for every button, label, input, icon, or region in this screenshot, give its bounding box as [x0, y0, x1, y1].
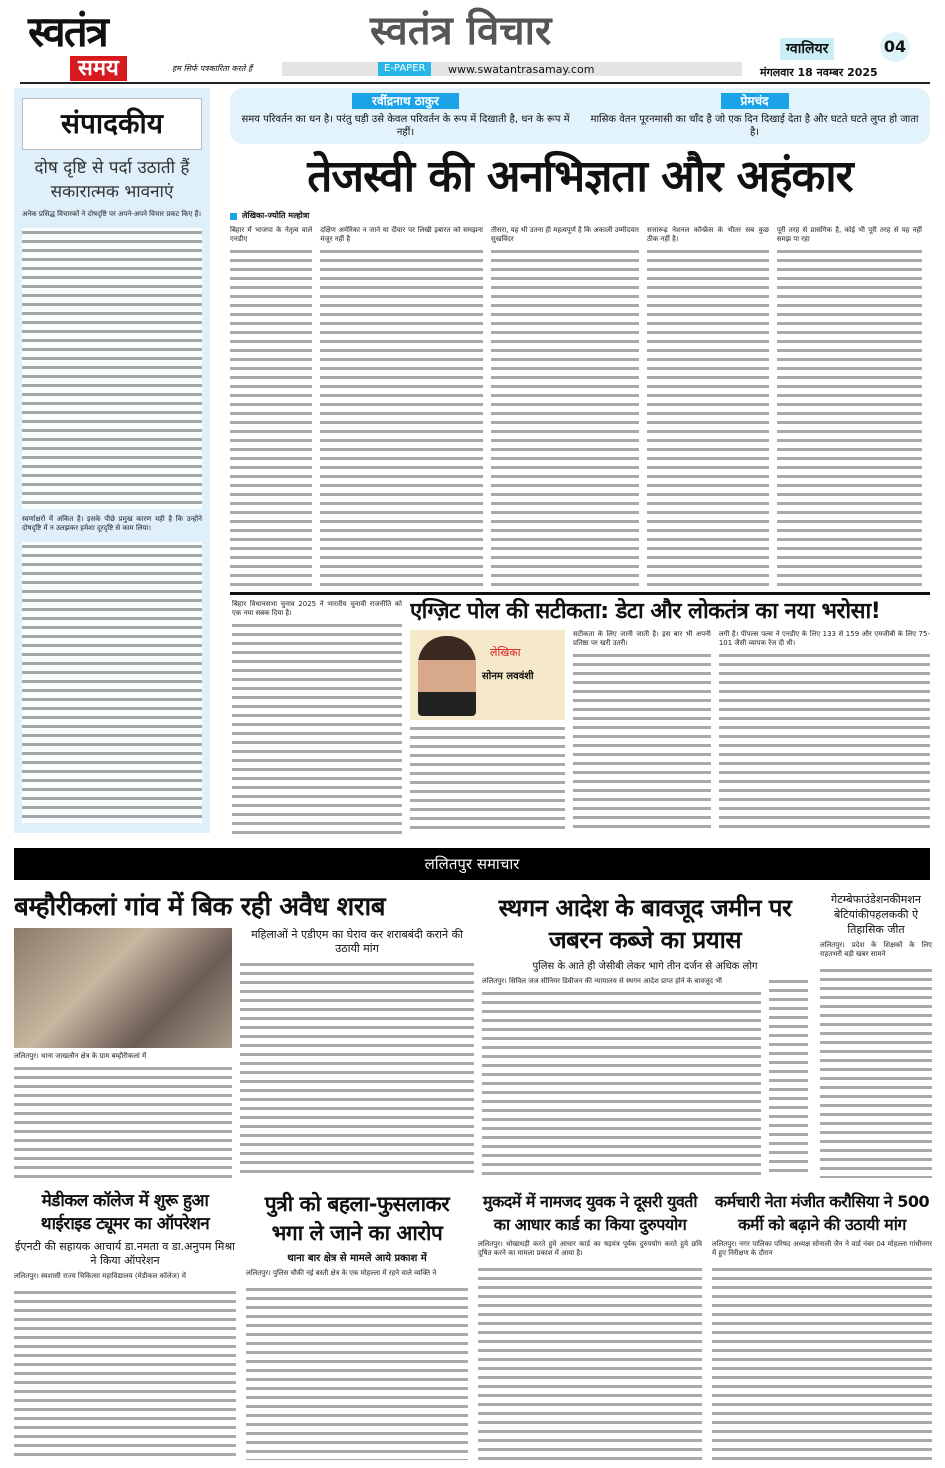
exit-columns [410, 630, 930, 834]
issue-date: मंगलवार 18 नवम्बर 2025 [760, 66, 878, 79]
epaper-badge[interactable]: E-PAPER [378, 62, 431, 76]
quote-1 [238, 93, 573, 139]
exit-col-3-body [573, 651, 711, 834]
main-col-1-start: बिहार में भाजपा के नेतृत्व वाले एनडीए [230, 226, 313, 243]
logo-top: स्वतंत्र [28, 7, 107, 56]
exit-poll-article [410, 598, 930, 834]
main-col-2 [320, 226, 483, 588]
story-6-body [478, 1265, 702, 1460]
main-col-3-body [491, 247, 639, 588]
story-7-lead: ललितपुर। नगर पालिका परिषद अध्यक्ष सोनाली जैन ने वार्ड नंबर 04 मोहल्ला गांधीनगर में हुए निरीक्षण के दौरान [712, 1240, 932, 1257]
page-number: 04 [880, 32, 910, 62]
main-col-4 [647, 226, 769, 588]
quote-text-2: मासिक वेतन पूरनमासी का चाँद है जो एक दिन दिखाई देता है और घटते घटते लुप्त हो जाता है। [590, 114, 919, 138]
story-1-body [14, 1064, 232, 1178]
story-2-lead: ललितपुर। सिविल जज सीनियर डिवीजन की न्यायालय से स्थगन आदेश प्राप्त होने के बावजूद भी [482, 977, 722, 985]
story-5-headline: पुत्री को बहला-फुसलाकर भगा ले जाने का आरोप [264, 1192, 450, 1245]
main-col-1 [230, 226, 312, 588]
quote-2 [587, 93, 922, 139]
editorial-body-2 [22, 542, 202, 823]
exit-col-1 [232, 600, 402, 834]
story-2-body-1 [482, 989, 761, 1178]
story-1-subhead: महिलाओं ने एडीएम का घेराव कर शराबबंदी कराने की उठायी मांग [251, 928, 463, 955]
story-6 [478, 1190, 702, 1460]
author-name: सोनम लववंशी [482, 671, 534, 682]
story-4-headline: मेडीकल कॉलेज में शुरू हुआ थाईराइड ट्यूमर का ऑपरेशन [40, 1191, 210, 1234]
story-4-body [14, 1288, 236, 1460]
story-1-content [14, 928, 474, 1178]
exit-col-2-body [410, 724, 565, 834]
editorial-body [22, 228, 202, 509]
main-byline-row [230, 210, 930, 222]
exit-col-1-start: बिहार विधानसभा चुनाव 2025 ने भारतीय चुनावी राजनीति को एक नया सबक दिया है। [232, 600, 402, 617]
story-2-subhead: पुलिस के आते ही जेसीबी लेकर भागे तीन दर्जन से अधिक लोग [532, 961, 758, 972]
story-4-subhead: ईएनटी की सहायक आचार्य डा.नमता व डा.अनुपम मिश्रा ने किया ऑपरेशन [15, 1240, 235, 1267]
story-2-headline: स्थगन आदेश के बावजूद जमीन पर जबरन कब्जे का प्रयास [498, 894, 792, 954]
byline-bullet [230, 213, 237, 220]
story-3-headline: गेटम्बेफाउंडेशनकीमशनबेटियांकीपहलककी ऐतिहासिक जीत [831, 893, 921, 936]
story-1-left [14, 928, 232, 1178]
exit-poll-headline: एग्ज़िट पोल की सटीकता: डेटा और लोकतंत्र का नया भरोसा! [410, 599, 881, 624]
story-2-col-1 [482, 977, 761, 1178]
story-1 [14, 890, 474, 1178]
section-header: ललितपुर समाचार [14, 848, 930, 880]
editorial-headline: दोष दृष्टि से पर्दा उठाती हैं सकारात्मक भावनाएं [34, 158, 190, 202]
author-label: लेखिका [490, 646, 521, 659]
paper-section-title: स्वतंत्र विचार [370, 8, 552, 54]
story-4-lead: ललितपुर। स्वशासी राज्य चिकित्सा महाविद्यालय (मेडीकल कॉलेज) में [14, 1272, 186, 1280]
main-col-5 [777, 226, 922, 588]
masthead-rule [20, 82, 930, 84]
main-byline: लेखिका-ज्योति मल्होत्रा [242, 211, 310, 220]
editorial-lead: अनेक प्रसिद्ध विचारकों ने दोषदृष्टि पर अपने-अपने विचार प्रकट किए हैं। [22, 210, 202, 218]
exit-col-3 [573, 630, 711, 834]
story-6-headline: मुकदमें में नामजद युवक ने दूसरी युवती का आधार कार्ड का किया दुरुपयोग [482, 1192, 698, 1234]
story-7-body [712, 1265, 932, 1460]
exit-col-4-body [719, 651, 930, 834]
main-col-3 [491, 226, 639, 588]
main-col-1-body [230, 247, 312, 588]
story-4 [14, 1190, 236, 1460]
editorial-label: संपादकीय [22, 98, 202, 150]
main-col-5-body [777, 247, 922, 588]
quote-author-2: प्रेमचंद [721, 93, 789, 109]
quote-text-1: समय परिवर्तन का धन है। परंतु घड़ी उसे केवल परिवर्तन के रूप में दिखाती है, धन के रूप में नहीं। [241, 114, 570, 138]
exit-col-2 [410, 630, 565, 834]
exit-col-4-start: लगी है। पीपल्स पल्स ने एनडीए के लिए 133 से 159 और एमजीबी के लिए 75-101 जैसी व्यापक रेंज दी थी। [718, 630, 930, 647]
story-1-lead: ललितपुर। थाना जाखलौन क्षेत्र के ग्राम बम्हौरीकलां में [14, 1052, 147, 1060]
logo-bottom: समय [70, 56, 127, 81]
main-col-4-body [647, 247, 769, 588]
main-col-4-start: सत्तारूढ़ नेशनल कॉन्फ्रेंस के भीतर सब कुछ ठीक नहीं है। [646, 226, 769, 243]
story-2-columns [482, 977, 808, 1178]
story-2 [482, 892, 808, 1178]
tagline: हम सिर्फ पत्रकारिता करते हैं [172, 64, 253, 73]
story-3 [820, 892, 932, 1178]
story-7 [712, 1190, 932, 1460]
story-5-body [246, 1285, 468, 1460]
story-1-body-right [240, 960, 474, 1178]
main-col-2-body [320, 247, 483, 588]
main-col-3-start: तीसरा, यह भी उतना ही महत्वपूर्ण है कि अकाली उम्मीदवार सुखविंदर [491, 226, 639, 243]
quotes-banner [230, 88, 930, 144]
editorial-column [14, 88, 210, 833]
main-columns [230, 226, 930, 588]
story-2-col-2 [769, 977, 808, 1178]
main-headline: तेजस्वी की अनभिज्ञता और अहंकार [307, 151, 853, 202]
exit-col-1-body [232, 621, 402, 834]
section-rule [230, 592, 930, 595]
story-1-headline: बम्हौरीकलां गांव में बिक रही अवैध शराब [14, 892, 386, 922]
author-photo [418, 636, 476, 716]
story-7-headline: कर्मचारी नेता मंजीत करौसिया ने 500 कर्मी को बढ़ाने की उठायी मांग [714, 1192, 930, 1234]
exit-col-4 [719, 630, 930, 834]
story-5-lead: ललितपुर। पुलिस चौकी नई बस्ती क्षेत्र के एक मोहल्ला में रहने वाले व्यक्ति ने [246, 1269, 437, 1277]
story-2-body-2 [769, 977, 808, 1178]
website-link[interactable]: www.swatantrasamay.com [448, 63, 595, 76]
author-photo-card [410, 630, 565, 720]
story-1-right [240, 928, 474, 1178]
story-6-lead: ललितपुर। धोखाधड़ी करते हुये आधार कार्ड का षड़यंत्र पूर्वक दुरुपयोग करते हुये छवि दूषित करने का मामला प्रकाश में आया है। [478, 1240, 702, 1257]
story-3-body [820, 966, 932, 1178]
main-article-area [230, 88, 930, 588]
editorial-snippet: स्वर्णाक्षरों में अंकित है। इसके पीछे प्रमुख कारण यही है कि उन्होंने दोषदृष्टि में न उलझकर हमेशा दूरदृष्टि से काम लिया। [22, 515, 202, 532]
story-3-lead: ललितपुर। प्रदेश के शिक्षकों के लिए राहतभरी बड़ी खबर सामने [820, 941, 932, 958]
story-5 [246, 1190, 468, 1460]
story-1-photo [14, 928, 232, 1048]
main-col-2-start: दक्षिण अमेरिका न जाने या दीवार पर लिखी इबारत को समझना मंजूर नहीं है [320, 226, 483, 243]
quote-author-1: रवींद्रनाथ ठाकुर [352, 93, 459, 109]
main-col-5-start: पूरी तरह से प्रासंगिक है, कोई भी पूरी तरह से यह नहीं समझ पा रहा [776, 226, 922, 243]
city-label: ग्वालियर [780, 38, 834, 60]
story-5-subhead: थाना बार क्षेत्र से मामले आये प्रकाश में [287, 1253, 427, 1264]
exit-col-3-start: सटीकता के लिए जानी जाती है। इस बार भी अपनी प्रतिष्ठा पर खरी उतरी। [573, 630, 711, 647]
